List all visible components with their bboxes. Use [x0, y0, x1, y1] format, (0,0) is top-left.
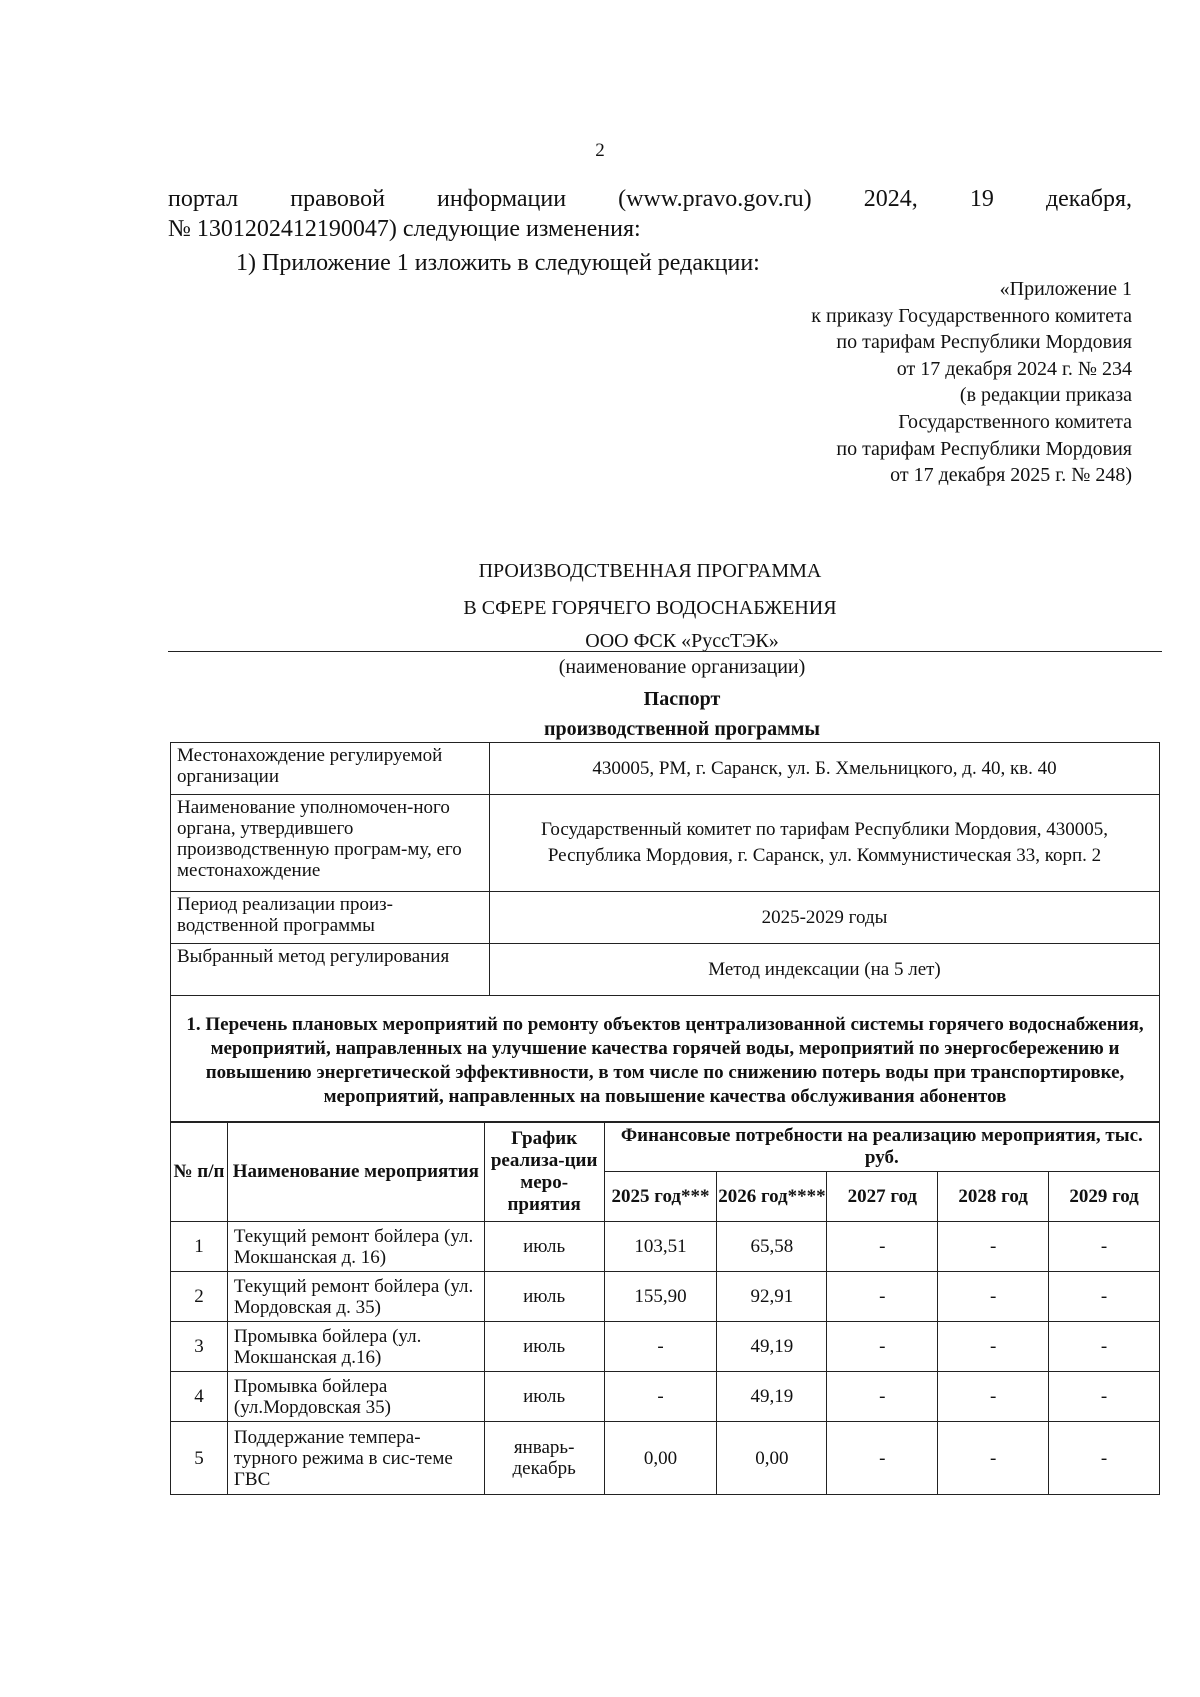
passport-label: Местонахождение регулируемой организации	[171, 743, 490, 795]
cell-2026: 49,19	[717, 1322, 827, 1372]
cell-num: 1	[171, 1222, 228, 1272]
passport-label: Период реализации произ-водственной программы	[171, 892, 490, 944]
intro-line-1: портал правовой информации (www.pravo.gov.ru) 2024, 19 декабря,	[168, 186, 1132, 212]
passport-row	[171, 795, 1160, 892]
cell-2029: -	[1049, 1272, 1160, 1322]
cell-2026: 0,00	[717, 1422, 827, 1495]
header-2026: 2026 год****	[717, 1172, 827, 1222]
section-1-title: 1. Перечень плановых мероприятий по ремонту объектов централизованной системы горячего водоснабжения, мероприятий, направленных на улучшение качества горячей воды, мероприятий по энергосбережению и повышению энергетической эффективности, в том числе по снижению потерь воды при транспортировке, мероприятий, направленных на повышение качества обслуживания абонентов	[171, 996, 1160, 1122]
cell-name: Промывка бойлера (ул.Мордовская 35)	[227, 1372, 484, 1422]
cell-schedule: январь-декабрь	[484, 1422, 604, 1495]
appendix-line: Государственного комитета	[898, 410, 1132, 433]
header-num: № п/п	[171, 1123, 228, 1222]
organization-name: ООО ФСК «РуссТЭК»	[585, 630, 779, 652]
appendix-line: от 17 декабря 2025 г. № 248)	[890, 464, 1132, 487]
table-row	[171, 1372, 1160, 1422]
appendix-line: по тарифам Республики Мордовия	[836, 331, 1132, 354]
section-1-row	[171, 996, 1160, 1122]
organization-caption: (наименование организации)	[558, 656, 806, 678]
passport-table	[170, 742, 1160, 1122]
cell-num: 2	[171, 1272, 228, 1322]
page-number: 2	[595, 140, 605, 161]
header-schedule: График реализа-ции меро-приятия	[484, 1123, 604, 1222]
header-2027: 2027 год	[827, 1172, 938, 1222]
header-2028: 2028 год	[938, 1172, 1049, 1222]
cell-2029: -	[1049, 1322, 1160, 1372]
cell-schedule: июль	[484, 1222, 604, 1272]
cell-num: 5	[171, 1422, 228, 1495]
passport-label: Наименование уполномочен-ного органа, утвердившего производственную програм-му, его местонахождение	[171, 795, 490, 892]
header-row	[171, 1123, 1160, 1172]
passport-subtitle: производственной программы	[543, 718, 821, 740]
cell-2028: -	[938, 1222, 1049, 1272]
cell-2027: -	[827, 1272, 938, 1322]
cell-2029: -	[1049, 1222, 1160, 1272]
program-title-1: ПРОИЗВОДСТВЕННАЯ ПРОГРАММА	[478, 560, 822, 582]
cell-schedule: июль	[484, 1322, 604, 1372]
cell-2026: 92,91	[717, 1272, 827, 1322]
cell-2027: -	[827, 1372, 938, 1422]
passport-row	[171, 743, 1160, 795]
cell-2028: -	[938, 1422, 1049, 1495]
cell-name: Текущий ремонт бойлера (ул. Мокшанская д. 16)	[227, 1222, 484, 1272]
intro-item-1: 1) Приложение 1 изложить в следующей редакции:	[236, 250, 760, 276]
cell-num: 3	[171, 1322, 228, 1372]
table-row	[171, 1222, 1160, 1272]
cell-2029: -	[1049, 1422, 1160, 1495]
appendix-line: (в редакции приказа	[959, 384, 1132, 407]
table-row	[171, 1422, 1160, 1495]
appendix-header	[532, 276, 1132, 489]
passport-value: Государственный комитет по тарифам Республики Мордовия, 430005, Республика Мордовия, г. Саранск, ул. Коммунистическая 33, корп. 2	[490, 795, 1160, 892]
cell-2026: 49,19	[717, 1372, 827, 1422]
organization-underline	[168, 651, 1162, 652]
cell-2025: 0,00	[604, 1422, 717, 1495]
cell-name: Промывка бойлера (ул. Мокшанская д.16)	[227, 1322, 484, 1372]
cell-2026: 65,58	[717, 1222, 827, 1272]
appendix-line: от 17 декабря 2024 г. № 234	[896, 357, 1132, 380]
cell-2025: 155,90	[604, 1272, 717, 1322]
cell-2029: -	[1049, 1372, 1160, 1422]
cell-2027: -	[827, 1422, 938, 1495]
header-2025: 2025 год***	[604, 1172, 717, 1222]
header-finance: Финансовые потребности на реализацию мероприятия, тыс. руб.	[604, 1123, 1159, 1172]
passport-value: Метод индексации (на 5 лет)	[490, 944, 1160, 996]
cell-schedule: июль	[484, 1372, 604, 1422]
cell-schedule: июль	[484, 1272, 604, 1322]
intro-line-2: № 1301202412190047) следующие изменения:	[168, 216, 641, 242]
cell-2028: -	[938, 1372, 1049, 1422]
cell-name: Текущий ремонт бойлера (ул. Мордовская д. 35)	[227, 1272, 484, 1322]
passport-value: 430005, РМ, г. Саранск, ул. Б. Хмельницкого, д. 40, кв. 40	[490, 743, 1160, 795]
cell-2025: -	[604, 1322, 717, 1372]
events-table	[170, 1122, 1160, 1495]
table-row	[171, 1272, 1160, 1322]
cell-2025: 103,51	[604, 1222, 717, 1272]
passport-title: Паспорт	[643, 688, 721, 710]
passport-value: 2025-2029 годы	[490, 892, 1160, 944]
cell-name: Поддержание темпера-турного режима в сис-теме ГВС	[227, 1422, 484, 1495]
header-2029: 2029 год	[1049, 1172, 1160, 1222]
cell-2028: -	[938, 1322, 1049, 1372]
cell-2028: -	[938, 1272, 1049, 1322]
passport-label: Выбранный метод регулирования	[171, 944, 490, 996]
cell-2025: -	[604, 1372, 717, 1422]
program-title-2: В СФЕРЕ ГОРЯЧЕГО ВОДОСНАБЖЕНИЯ	[463, 597, 837, 619]
cell-2027: -	[827, 1222, 938, 1272]
table-row	[171, 1322, 1160, 1372]
cell-num: 4	[171, 1372, 228, 1422]
appendix-line: «Приложение 1	[999, 278, 1132, 300]
passport-row	[171, 892, 1160, 944]
passport-row	[171, 944, 1160, 996]
header-name: Наименование мероприятия	[227, 1123, 484, 1222]
cell-2027: -	[827, 1322, 938, 1372]
appendix-line: к приказу Государственного комитета	[811, 304, 1132, 327]
appendix-line: по тарифам Республики Мордовия	[836, 437, 1132, 460]
